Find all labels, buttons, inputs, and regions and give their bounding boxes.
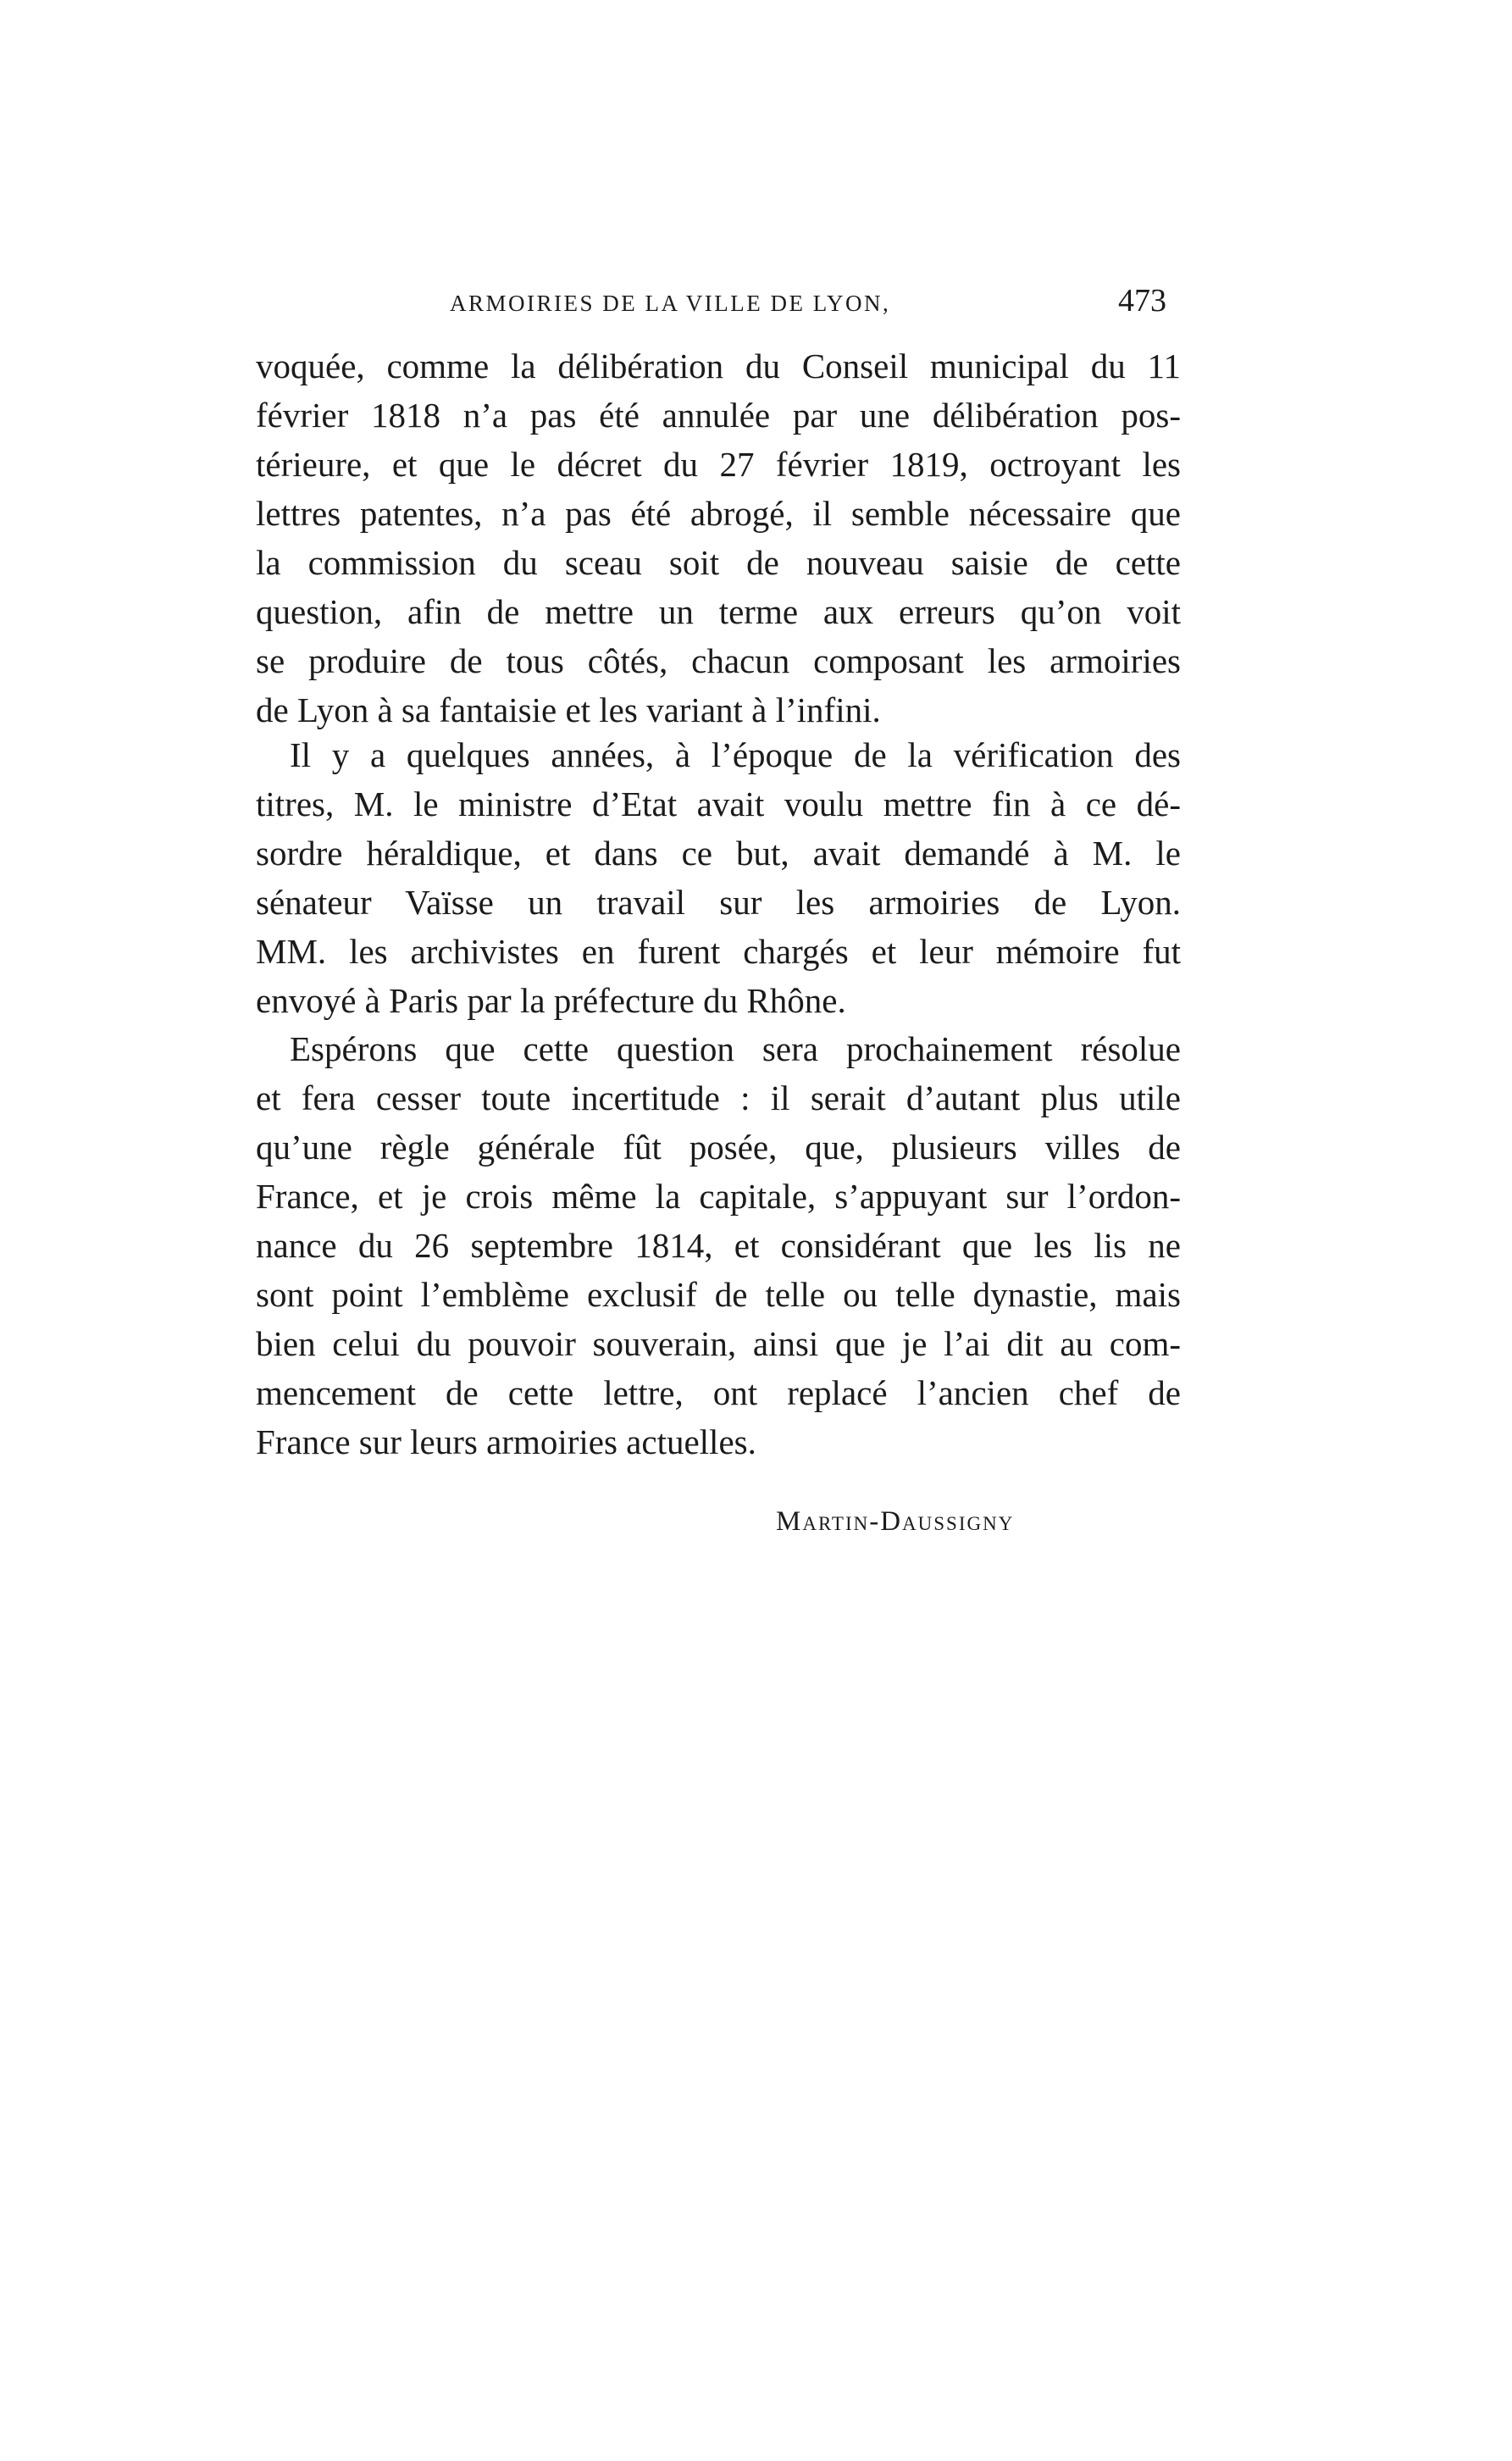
text-line: Il y a quelques années, à l’époque de la vérification des — [290, 735, 1181, 774]
text-line: de Lyon à sa fantaisie et les variant à l’infini. — [256, 690, 881, 729]
text-line: se produire de tous côtés, chacun composant les armoiries — [256, 641, 1181, 680]
text-line: février 1818 n’a pas été annulée par une délibération pos- — [256, 396, 1181, 435]
text-line: mencement de cette lettre, ont replacé l’ancien chef de — [256, 1373, 1181, 1412]
text-line: France sur leurs armoiries actuelles. — [256, 1422, 756, 1461]
text-line: voquée, comme la délibération du Conseil municipal du 11 — [256, 346, 1181, 385]
author-signature: Martin-Daussigny — [776, 1506, 1015, 1537]
page-number: 473 — [1118, 283, 1166, 319]
text-line: sénateur Vaïsse un travail sur les armoiries de Lyon. — [256, 883, 1181, 922]
text-line: bien celui du pouvoir souverain, ainsi que je l’ai dit au com- — [256, 1324, 1181, 1363]
text-line: MM. les archivistes en furent chargés et leur mémoire fut — [256, 932, 1181, 971]
running-head — [258, 282, 1166, 324]
text-line: titres, M. le ministre d’Etat avait voulu mettre fin à ce dé- — [256, 784, 1181, 823]
text-line: question, afin de mettre un terme aux erreurs qu’on voit — [256, 592, 1181, 631]
text-line: qu’une règle générale fût posée, que, plusieurs villes de — [256, 1128, 1181, 1167]
text-line: la commission du sceau soit de nouveau saisie de cette — [256, 543, 1181, 582]
text-line: France, et je crois même la capitale, s’appuyant sur l’ordon- — [256, 1177, 1181, 1216]
text-line: sordre héraldique, et dans ce but, avait demandé à M. le — [256, 834, 1181, 873]
text-line: lettres patentes, n’a pas été abrogé, il semble nécessaire que — [256, 494, 1181, 533]
text-line: Espérons que cette question sera prochainement résolue — [290, 1029, 1181, 1068]
text-line: térieure, et que le décret du 27 février 1819, octroyant les — [256, 445, 1181, 484]
text-line: nance du 26 septembre 1814, et considérant que les lis ne — [256, 1226, 1181, 1265]
text-line: et fera cesser toute incertitude : il serait d’autant plus utile — [256, 1078, 1181, 1117]
running-title: ARMOIRIES DE LA VILLE DE LYON, — [450, 291, 891, 316]
text-line: sont point l’emblème exclusif de telle ou telle dynastie, mais — [256, 1275, 1181, 1314]
text-line: envoyé à Paris par la préfecture du Rhône. — [256, 981, 846, 1020]
